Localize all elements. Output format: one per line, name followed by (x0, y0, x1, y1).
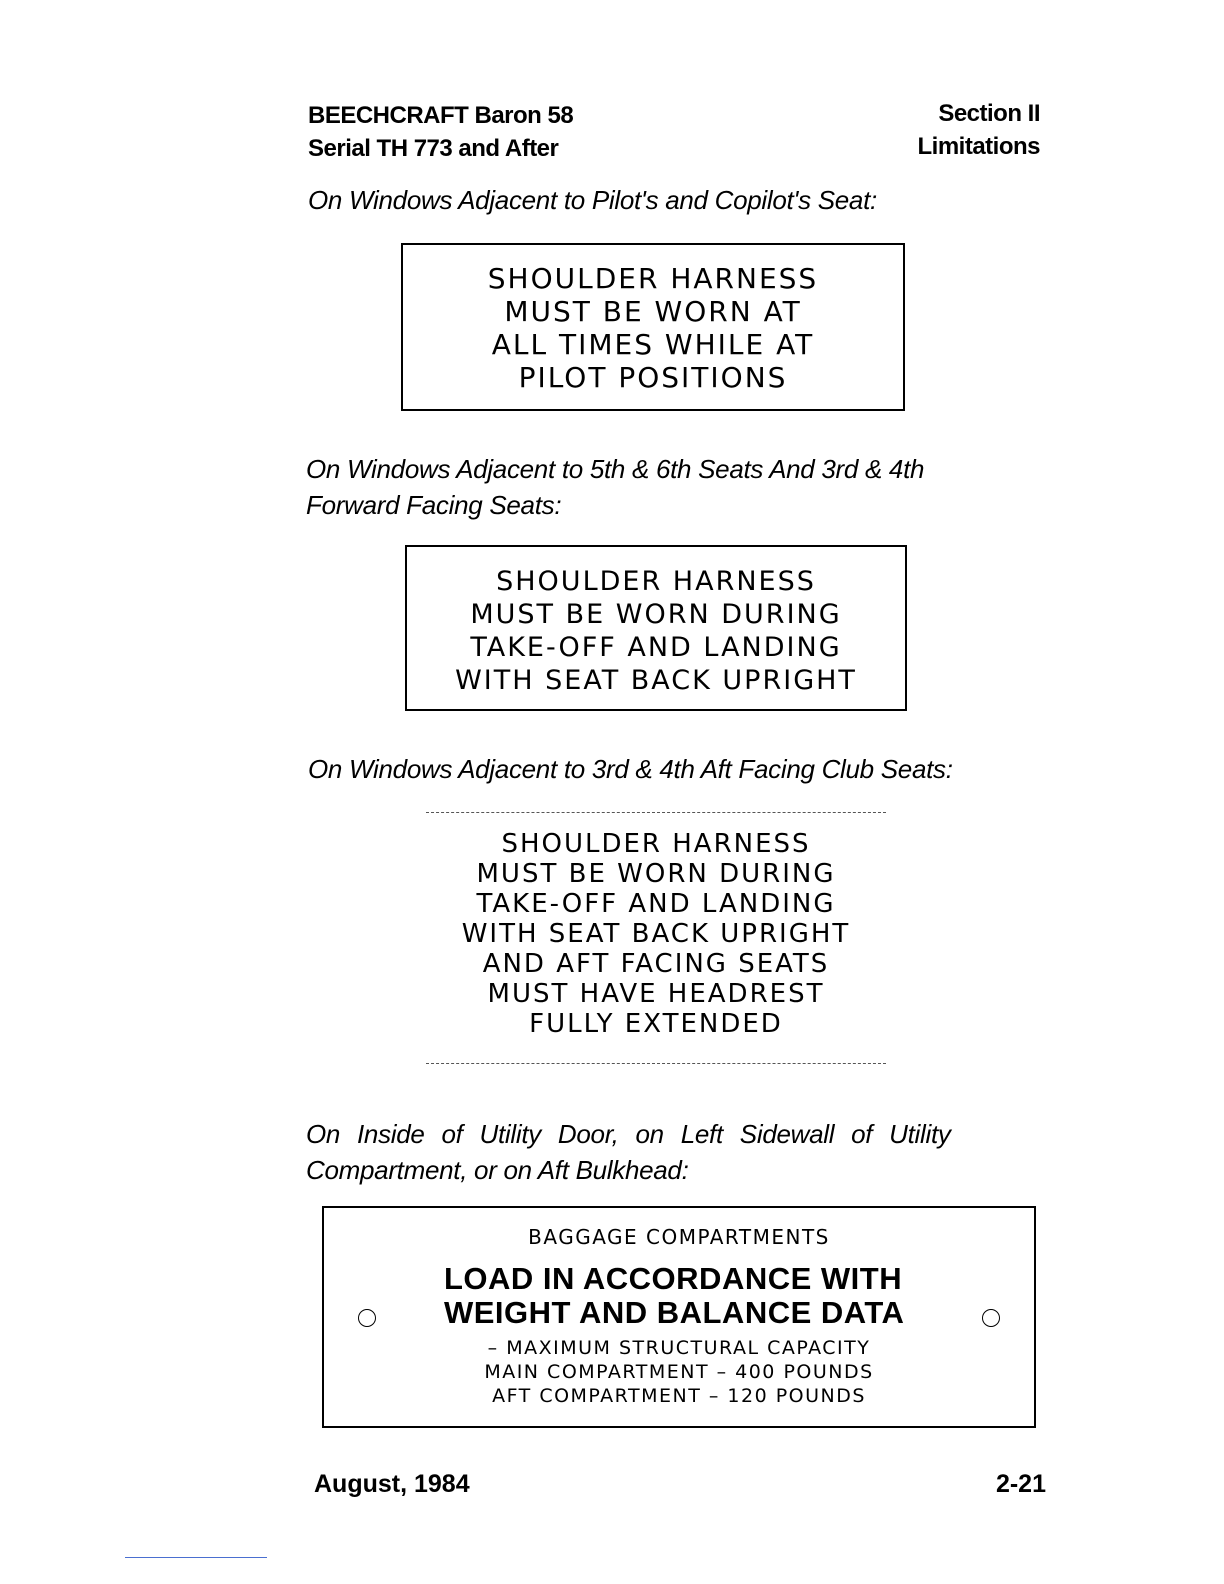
caption-line: Compartment, or on Aft Bulkhead: (306, 1155, 689, 1185)
page-number: 2-21 (995, 1470, 1046, 1498)
placard-main-line: WEIGHT AND BALANCE DATA (444, 1295, 905, 1330)
placard-line: MUST BE WORN AT (504, 295, 802, 328)
placard-line: SHOULDER HARNESS (501, 829, 811, 859)
capacity-line: – MAXIMUM STRUCTURAL CAPACITY (487, 1337, 871, 1359)
placard-line: WITH SEAT BACK UPRIGHT (455, 665, 857, 696)
placard-main-line: LOAD IN ACCORDANCE WITH (444, 1261, 903, 1296)
section-title: Limitations (917, 133, 1040, 160)
placard-line: WITH SEAT BACK UPRIGHT (461, 919, 851, 949)
caption-line: On Inside of Utility Door, on Left Sidewall of Utility (306, 1119, 951, 1149)
caption-pilot-windows: On Windows Adjacent to Pilot's and Copilot's Seat: (308, 185, 877, 215)
placard-line: SHOULDER HARNESS (496, 566, 816, 597)
caption-line: Forward Facing Seats: (306, 490, 562, 520)
doc-serial: Serial TH 773 and After (308, 135, 559, 162)
placard-baggage (322, 1206, 1036, 1428)
capacity-line: MAIN COMPARTMENT – 400 POUNDS (484, 1361, 874, 1383)
mounting-hole-icon (982, 1309, 1000, 1327)
header-right (917, 97, 1040, 163)
placard-line: TAKE-OFF AND LANDING (476, 889, 836, 919)
placard-line: ALL TIMES WHILE AT (491, 328, 815, 361)
placard-pilot-harness (401, 243, 905, 411)
scan-mark (125, 1557, 267, 1558)
placard-aft-seats (426, 812, 886, 1064)
placard-title: BAGGAGE COMPARTMENTS (528, 1225, 830, 1249)
caption-forward-seats (306, 451, 1040, 523)
placard-forward-seats (405, 545, 907, 711)
placard-line: AND AFT FACING SEATS (482, 949, 830, 979)
placard-line: TAKE-OFF AND LANDING (470, 632, 842, 663)
placard-main-text (444, 1262, 904, 1330)
placard-capacity (324, 1336, 1034, 1408)
caption-utility-door (306, 1116, 1040, 1188)
placard-line: MUST BE WORN DURING (476, 859, 836, 889)
placard-line: SHOULDER HARNESS (487, 262, 819, 295)
caption-aft-seats: On Windows Adjacent to 3rd & 4th Aft Facing Club Seats: (308, 754, 953, 784)
placard-line: PILOT POSITIONS (518, 361, 788, 394)
capacity-line: AFT COMPARTMENT – 120 POUNDS (492, 1385, 866, 1407)
mounting-hole-icon (358, 1309, 376, 1327)
section-number: Section II (938, 100, 1040, 127)
caption-line: On Windows Adjacent to 5th & 6th Seats And 3rd & 4th (306, 454, 925, 484)
placard-line: MUST HAVE HEADREST (487, 979, 825, 1009)
header-left (308, 99, 573, 165)
footer-date: August, 1984 (314, 1470, 470, 1498)
doc-title: BEECHCRAFT Baron 58 (308, 102, 574, 129)
placard-line: FULLY EXTENDED (529, 1009, 783, 1039)
placard-line: MUST BE WORN DURING (470, 599, 842, 630)
